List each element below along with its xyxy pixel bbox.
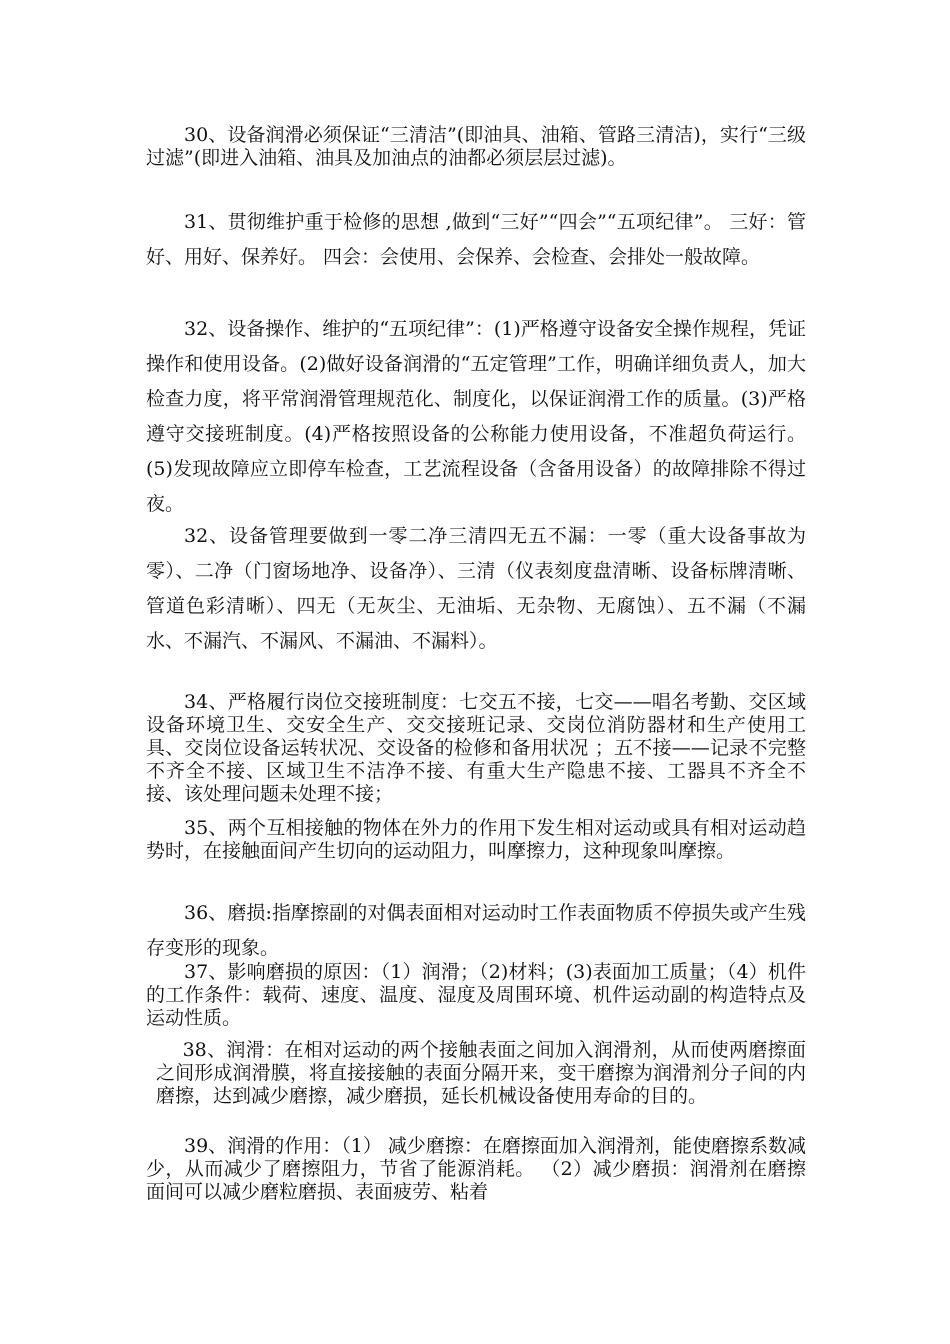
paragraph-35: 35、两个互相接触的物体在外力的作用下发生相对运动或具有相对运动趋势时，在接触面间产生切向的运动阻力，叫摩擦力，这种现象叫摩擦。 — [146, 817, 806, 862]
paragraph-36: 36、磨损:指摩擦副的对偶表面相对运动时工作表面物质不停损失或产生残存变形的现象。 — [146, 902, 806, 959]
paragraph-30: 30、设备润滑必须保证“三清洁”(即油具、油箱、管路三清洁)，实行“三级过滤”(即进入油箱、油具及加油点的油都必须层层过滤)。 — [146, 124, 806, 169]
paragraph-32-five-disciplines: 32、设备操作、维护的“五项纪律”：(1)严格遵守设备安全操作规程，凭证操作和使用设备。(2)做好设备润滑的“五定管理”工作，明确详细负责人，加大检查力度，将平常润滑管理规范化、制度化，以保证润滑工作的质量。(3)严格遵守交接班制度。(4)严格按照设备的公称能力使用设备，不准超负荷运行。(5)发现故障应立即停车检查，工艺流程设备（含备用设备）的故障排除不得过夜。 — [146, 318, 806, 515]
paragraph-31: 31、贯彻维护重于检修的思想 ,做到“三好”“四会”“五项纪律”。 三好：管好、用好、保养好。 四会：会使用、会保养、会检查、会排处一般故障。 — [146, 211, 806, 268]
paragraph-39: 39、润滑的作用：（1） 减少磨擦：在磨擦面加入润滑剂，能使磨擦系数减少，从而减少了磨擦阻力，节省了能源消耗。 （2）减少磨损：润滑剂在磨擦面间可以减少磨粒磨损、表面疲劳、粘着 — [146, 1135, 806, 1203]
paragraph-34: 34、严格履行岗位交接班制度：七交五不接，七交——唱名考勤、交区域设备环境卫生、交安全生产、交交接班记录、交岗位消防器材和生产使用工具、交岗位设备运转状况、交设备的检修和备用状况 ；五不接——记录不完整不齐全不接、区域卫生不洁净不接、有重大生产隐患不接、工器具不齐全不接、该处理问题未处理不接； — [146, 691, 806, 805]
paragraph-37: 37、影响磨损的原因：（1）润滑；（2)材料；(3)表面加工质量；（4）机件的工作条件：载荷、速度、温度、湿度及周围环境、机件运动副的构造特点及运动性质。 — [146, 961, 806, 1029]
paragraph-32-equipment-management: 32、设备管理要做到一零二净三清四无五不漏：一零（重大设备事故为零）、二净（门窗场地净、设备净）、三清（仪表刻度盘清晰、设备标牌清晰、管道色彩清晰）、四无（无灰尘、无油垢、无杂物、无腐蚀）、五不漏（不漏水、不漏汽、不漏风、不漏油、不漏料）。 — [146, 525, 806, 652]
paragraph-38: 38、润滑：在相对运动的两个接触表面之间加入润滑剂，从而使两磨擦面之间形成润滑膜，将直接接触的表面分隔开来，变干磨擦为润滑剂分子间的内磨擦，达到减少磨擦，减少磨损，延长机械设备使用寿命的目的。 — [156, 1039, 806, 1107]
